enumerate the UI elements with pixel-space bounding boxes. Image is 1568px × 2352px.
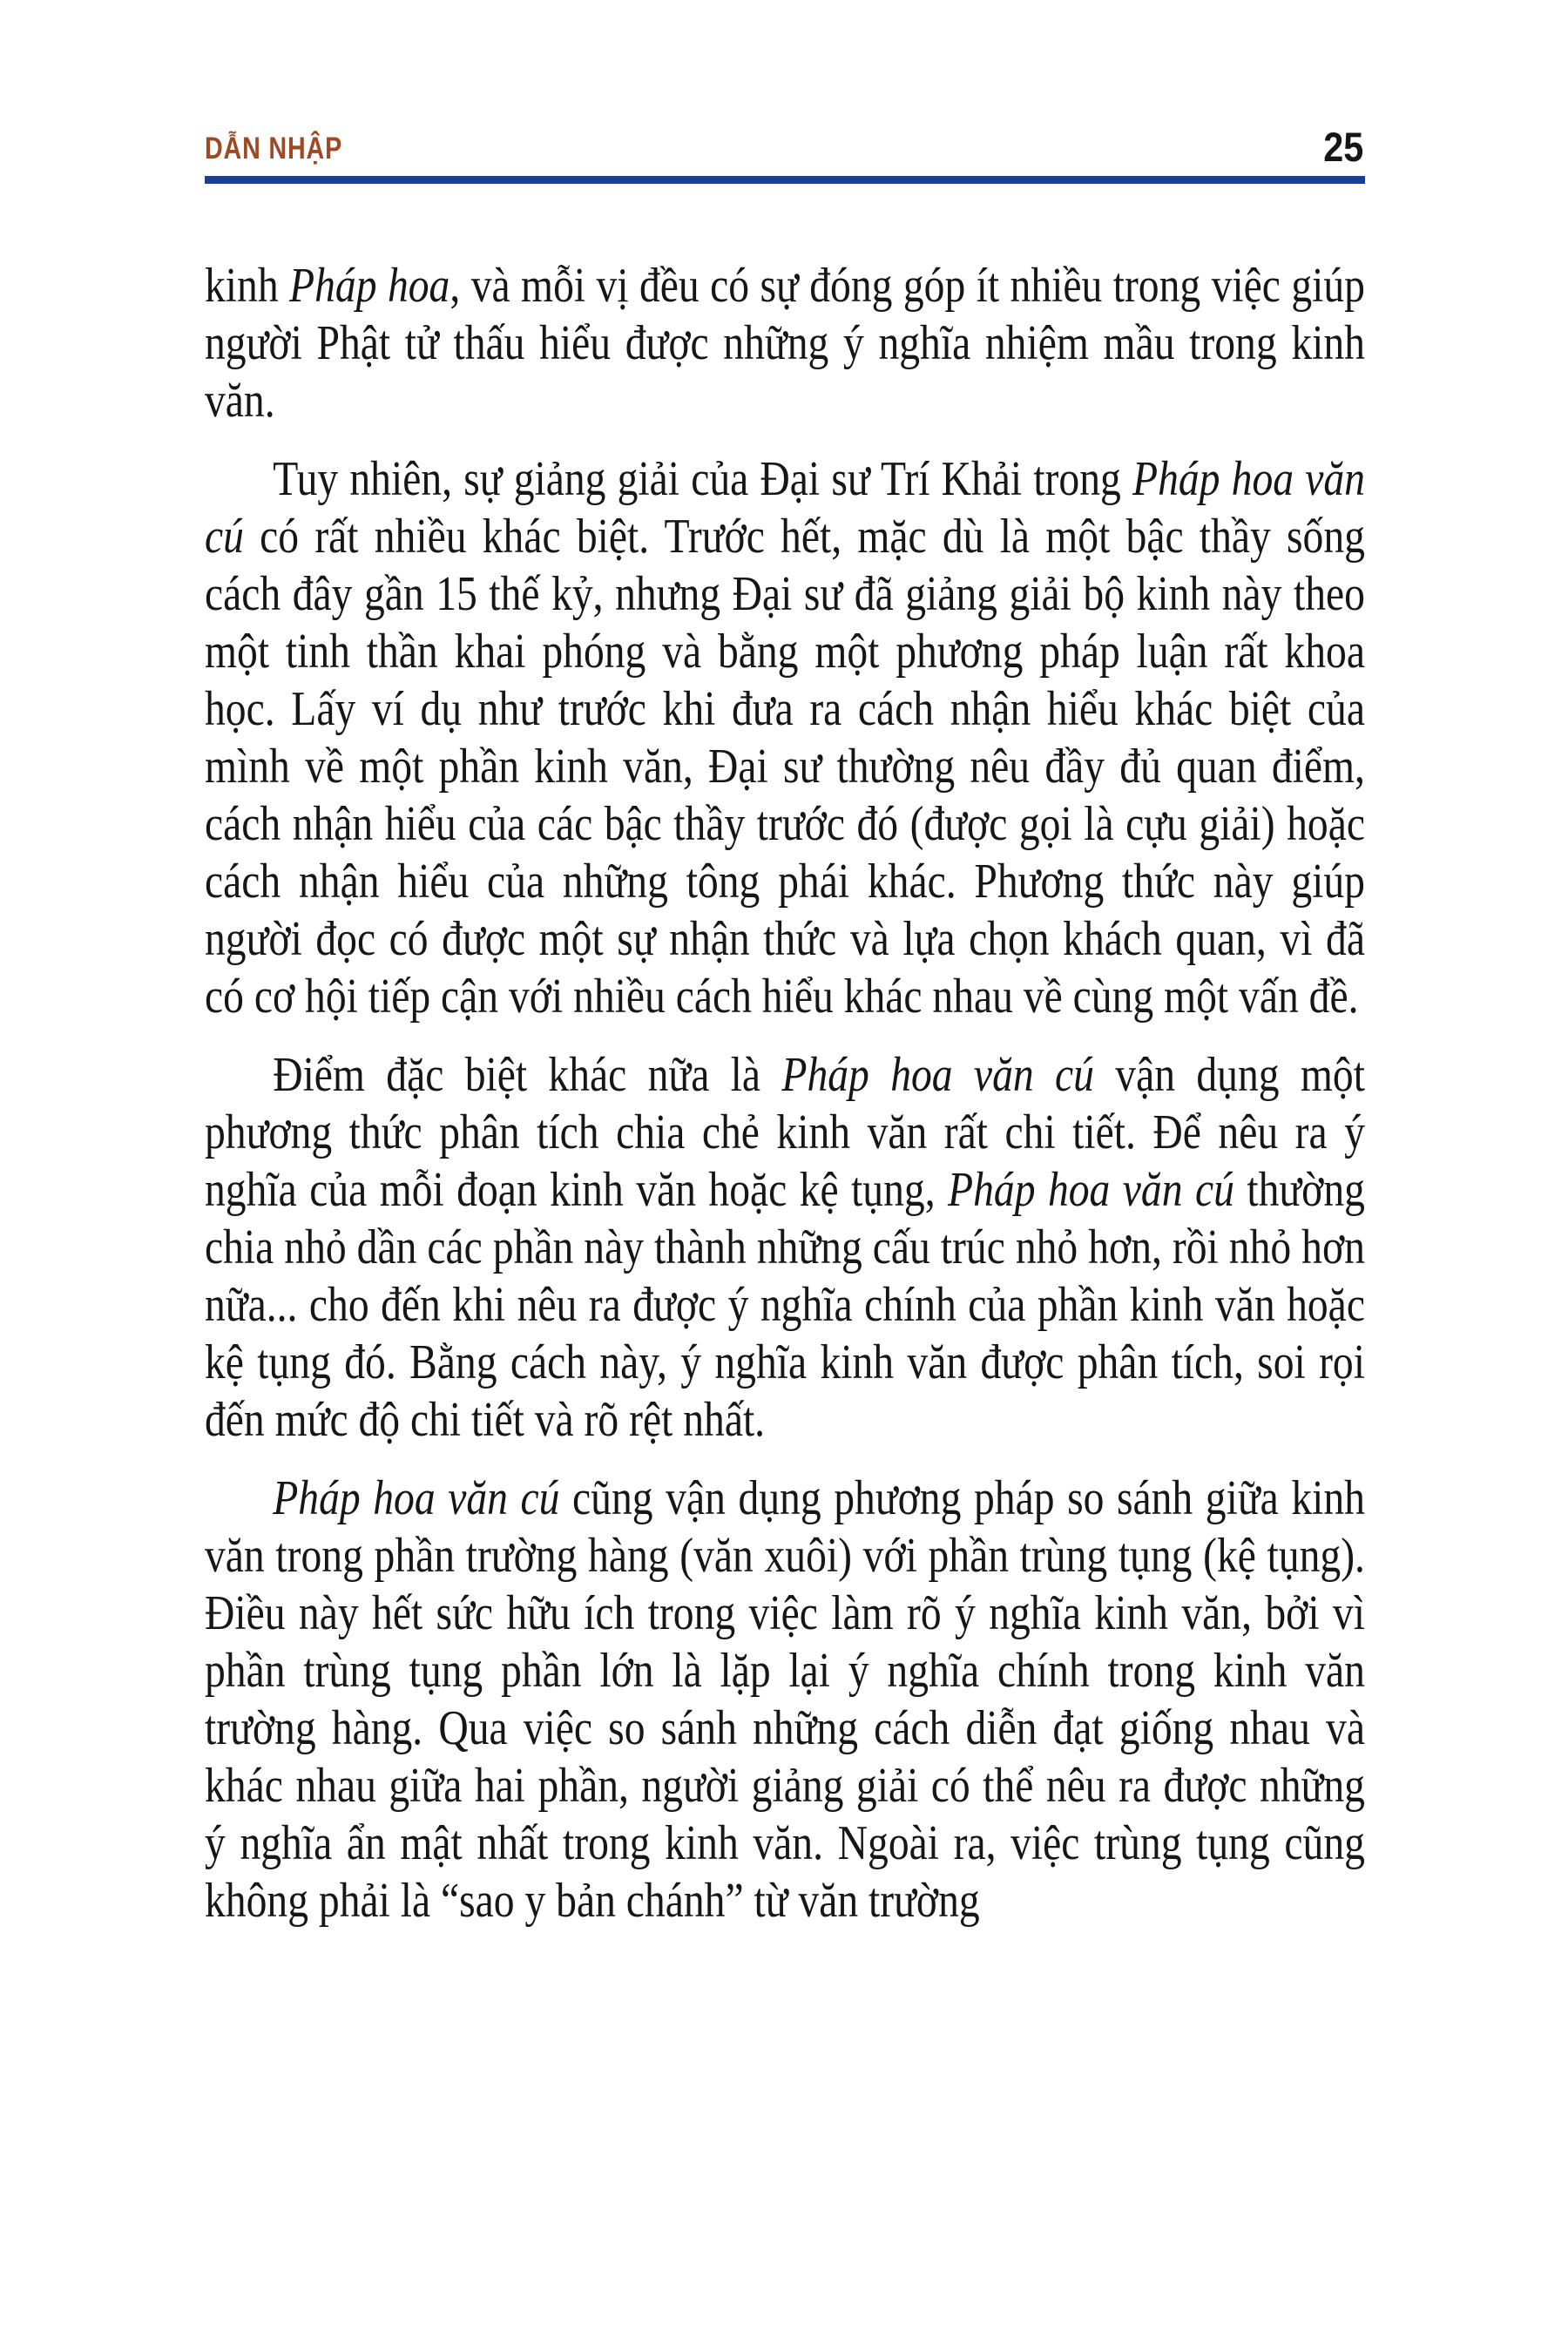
text-segment: Tuy nhiên, sự giảng giải của Đại sư Trí Khải trong bbox=[273, 452, 1132, 506]
book-title-italic: Pháp hoa văn cú bbox=[948, 1163, 1234, 1217]
text-segment: Điểm đặc biệt khác nữa là bbox=[273, 1048, 782, 1102]
text-segment: có rất nhiều khác biệt. Trước hết, mặc dù là một bậc thầy sống cách đây gần 15 thế kỷ, nhưng Đại sư đã giảng giải bộ kinh này theo một tinh thần khai phóng và bằng một phương pháp luận rất khoa học. Lấy ví dụ như trước khi đưa ra cách nhận hiểu khác biệt của mình về một phần kinh văn, Đại sư thường nêu đầy đủ quan điểm, cách nhận hiểu của các bậc thầy trước đó (được gọi là cựu giải) hoặc cách nhận hiểu của những tông phái khác. Phương thức này giúp người đọc có được một sự nhận thức và lựa chọn khách quan, vì đã có cơ hội tiếp cận với nhiều cách hiểu khác nhau về cùng một vấn đề. bbox=[205, 510, 1365, 1024]
header-rule bbox=[205, 176, 1365, 184]
text-segment: vận dụng một phương thức phân tích chia chẻ kinh văn rất chi tiết. Để nêu ra ý nghĩa của mỗi đoạn kinh văn hoặc kệ tụng, bbox=[205, 1048, 1365, 1217]
paragraph bbox=[205, 1470, 1365, 1930]
book-title-italic: Pháp hoa văn cú bbox=[205, 452, 1365, 564]
running-head: DẪN NHẬP bbox=[205, 132, 343, 166]
paragraph bbox=[205, 257, 1365, 429]
paragraph bbox=[205, 1046, 1365, 1449]
text-segment: thường chia nhỏ dần các phần này thành những cấu trúc nhỏ hơn, rồi nhỏ hơn nữa... cho đến khi nêu ra được ý nghĩa chính của phần kinh văn hoặc kệ tụng đó. Bằng cách này, ý nghĩa kinh văn được phân tích, soi rọi đến mức độ chi tiết và rõ rệt nhất. bbox=[205, 1163, 1365, 1447]
text-segment: kinh bbox=[205, 259, 290, 313]
book-title-italic: Pháp hoa văn cú bbox=[273, 1471, 560, 1525]
text-segment: cũng vận dụng phương pháp so sánh giữa kinh văn trong phần trường hàng (văn xuôi) với phần trùng tụng (kệ tụng). Điều này hết sức hữu ích trong việc làm rõ ý nghĩa kinh văn, bởi vì phần trùng tụng phần lớn là lặp lại ý nghĩa chính trong kinh văn trường hàng. Qua việc so sánh những cách diễn đạt giống nhau và khác nhau giữa hai phần, người giảng giải có thể nêu ra được những ý nghĩa ẩn mật nhất trong kinh văn. Ngoài ra, việc trùng tụng cũng không phải là “sao y bản chánh” từ văn trường bbox=[205, 1471, 1365, 1928]
page-number: 25 bbox=[1322, 124, 1363, 170]
page-header bbox=[205, 124, 1363, 170]
page-body bbox=[205, 257, 1365, 1930]
book-title-italic: Pháp hoa văn cú bbox=[781, 1048, 1094, 1102]
text-segment: , và mỗi vị đều có sự đóng góp ít nhiều trong việc giúp người Phật tử thấu hiểu được những ý nghĩa nhiệm mầu trong kinh văn. bbox=[205, 259, 1365, 428]
book-title-italic: Pháp hoa bbox=[289, 259, 450, 313]
paragraph bbox=[205, 450, 1365, 1025]
